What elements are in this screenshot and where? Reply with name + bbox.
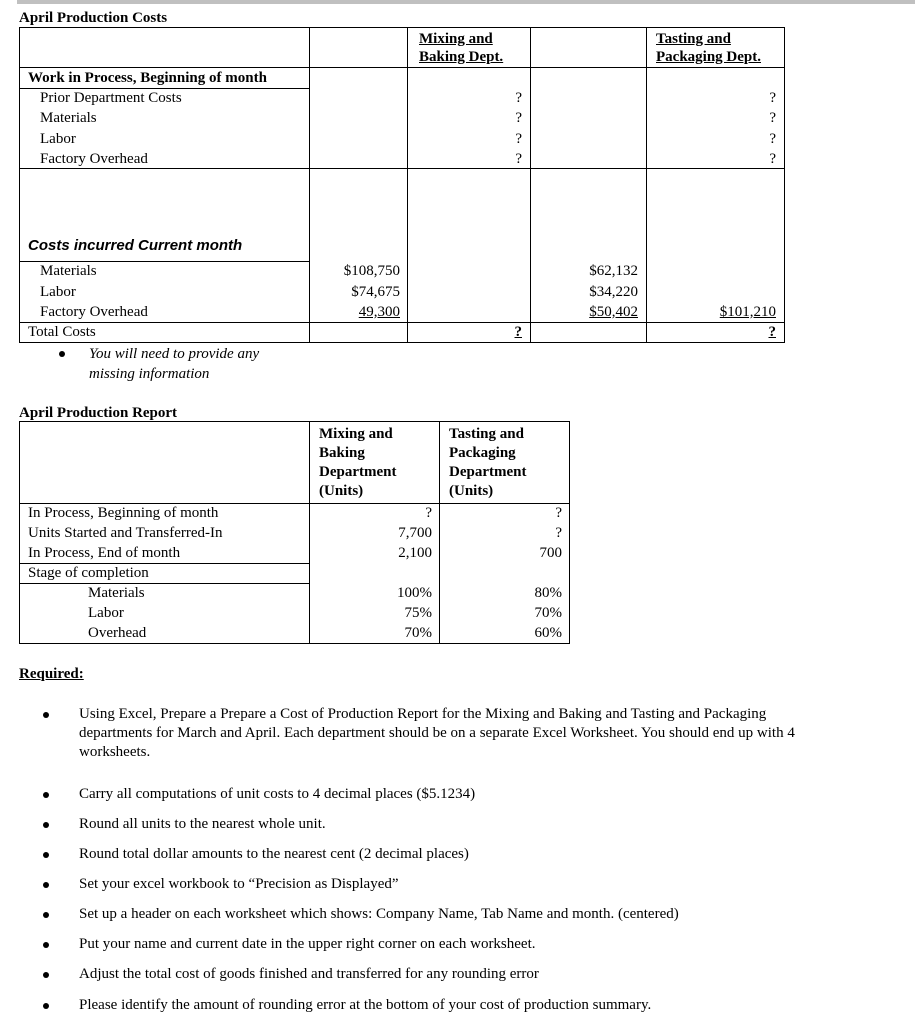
bullet-icon <box>43 972 49 978</box>
report-row-label: Units Started and Transferred-In <box>28 525 223 541</box>
required-item-line: Set up a header on each worksheet which shows: Company Name, Tab Name and month. (centered) <box>79 906 679 922</box>
bullet-icon <box>43 792 49 798</box>
current-label: Labor <box>40 284 76 300</box>
wip-mixing-value: ? <box>515 110 522 126</box>
costs-header-mixing-2: Baking Dept. <box>419 49 504 65</box>
required-heading: Required: <box>19 666 84 682</box>
note-line: missing information <box>89 366 210 382</box>
total-label: Total Costs <box>28 324 96 340</box>
required-item-line: Please identify the amount of rounding error at the bottom of your cost of production summary. <box>79 997 652 1013</box>
report-row-label: In Process, Beginning of month <box>28 505 219 521</box>
bullet-icon <box>43 852 49 858</box>
required-item-line: Round all units to the nearest whole unit. <box>79 816 326 832</box>
bullet-icon <box>43 712 49 718</box>
report-tasting-value: 700 <box>539 545 562 561</box>
wip-label: Prior Department Costs <box>40 90 182 106</box>
current-col3-value: $62,132 <box>589 263 638 279</box>
report-tasting-value: ? <box>555 505 562 521</box>
bullet-icon <box>43 942 49 948</box>
stage-tasting-value: 80% <box>534 585 562 601</box>
wip-tasting-value: ? <box>769 151 776 167</box>
bullet-icon <box>43 882 49 888</box>
report-header-mixing: (Units) <box>319 483 364 499</box>
wip-tasting-value: ? <box>769 90 776 106</box>
costs-header-mixing-1: Mixing and <box>419 31 493 47</box>
stage-tasting-value: 70% <box>534 605 562 621</box>
current-col1-value: $108,750 <box>343 263 400 279</box>
required-item-line: Adjust the total cost of goods finished and transferred for any rounding error <box>79 966 539 982</box>
stage-mixing-value: 100% <box>397 585 432 601</box>
report-title: April Production Report <box>19 405 178 421</box>
costs-header-tasting-1: Tasting and <box>656 31 731 47</box>
wip-tasting-value: ? <box>769 131 776 147</box>
stage-tasting-value: 60% <box>534 625 562 641</box>
total-mixing: ? <box>514 324 522 340</box>
stage-mixing-value: 75% <box>404 605 432 621</box>
report-header-mixing: Mixing and <box>319 426 393 442</box>
report-header-tasting: Packaging <box>449 445 516 461</box>
report-header-mixing: Baking <box>319 445 365 461</box>
costs-table-top <box>19 27 785 28</box>
costs-header-tasting-2: Packaging Dept. <box>656 49 761 65</box>
wip-tasting-value: ? <box>769 110 776 126</box>
bullet-icon <box>43 822 49 828</box>
wip-mixing-value: ? <box>515 151 522 167</box>
wip-label: Labor <box>40 131 76 147</box>
report-mixing-value: 2,100 <box>398 545 432 561</box>
report-header-tasting: Department <box>449 464 527 480</box>
report-tasting-value: ? <box>555 525 562 541</box>
report-row-label: In Process, End of month <box>28 545 181 561</box>
stage-row-label: Overhead <box>88 625 147 641</box>
note-line: You will need to provide any <box>89 346 260 362</box>
bullet-icon <box>43 912 49 918</box>
top-rule <box>17 0 915 4</box>
wip-mixing-value: ? <box>515 131 522 147</box>
current-col3-value: $50,402 <box>589 304 638 320</box>
required-item-line: Put your name and current date in the upper right corner on each worksheet. <box>79 936 536 952</box>
costs-table-bottom <box>19 342 785 343</box>
current-col1-value: $74,675 <box>351 284 400 300</box>
current-label: Factory Overhead <box>40 304 148 320</box>
required-item-line: worksheets. <box>79 744 151 760</box>
report-header-tasting: (Units) <box>449 483 494 499</box>
required-item-line: Using Excel, Prepare a Prepare a Cost of Production Report for the Mixing and Baking and Tasting and Packaging <box>79 706 767 722</box>
required-item-line: Round total dollar amounts to the nearest cent (2 decimal places) <box>79 846 469 862</box>
report-mixing-value: 7,700 <box>398 525 432 541</box>
current-label: Materials <box>40 263 97 279</box>
wip-label: Materials <box>40 110 97 126</box>
wip-label: Factory Overhead <box>40 151 148 167</box>
bullet-icon <box>43 1003 49 1009</box>
wip-mixing-value: ? <box>515 90 522 106</box>
note-bullet-icon <box>59 351 65 357</box>
costs-title: April Production Costs <box>19 10 168 26</box>
stage-mixing-value: 70% <box>404 625 432 641</box>
total-tasting: ? <box>768 324 776 340</box>
required-item-line: departments for March and April. Each department should be on a separate Excel Worksheet. You should end up with 4 <box>79 725 795 741</box>
wip-heading: Work in Process, Beginning of month <box>28 70 267 86</box>
report-header-tasting: Tasting and <box>449 426 524 442</box>
stage-row-label: Labor <box>88 605 124 621</box>
current-col3-value: $34,220 <box>589 284 638 300</box>
current-heading: Costs incurred Current month <box>28 237 243 254</box>
stage-row-label: Materials <box>88 585 145 601</box>
required-item-line: Carry all computations of unit costs to 4 decimal places ($5.1234) <box>79 786 476 802</box>
stage-label: Stage of completion <box>28 565 149 581</box>
report-mixing-value: ? <box>425 505 432 521</box>
report-header-mixing: Department <box>319 464 397 480</box>
current-col1-value: 49,300 <box>358 304 400 320</box>
required-item-line: Set your excel workbook to “Precision as Displayed” <box>79 876 399 892</box>
current-col4-value: $101,210 <box>719 304 776 320</box>
